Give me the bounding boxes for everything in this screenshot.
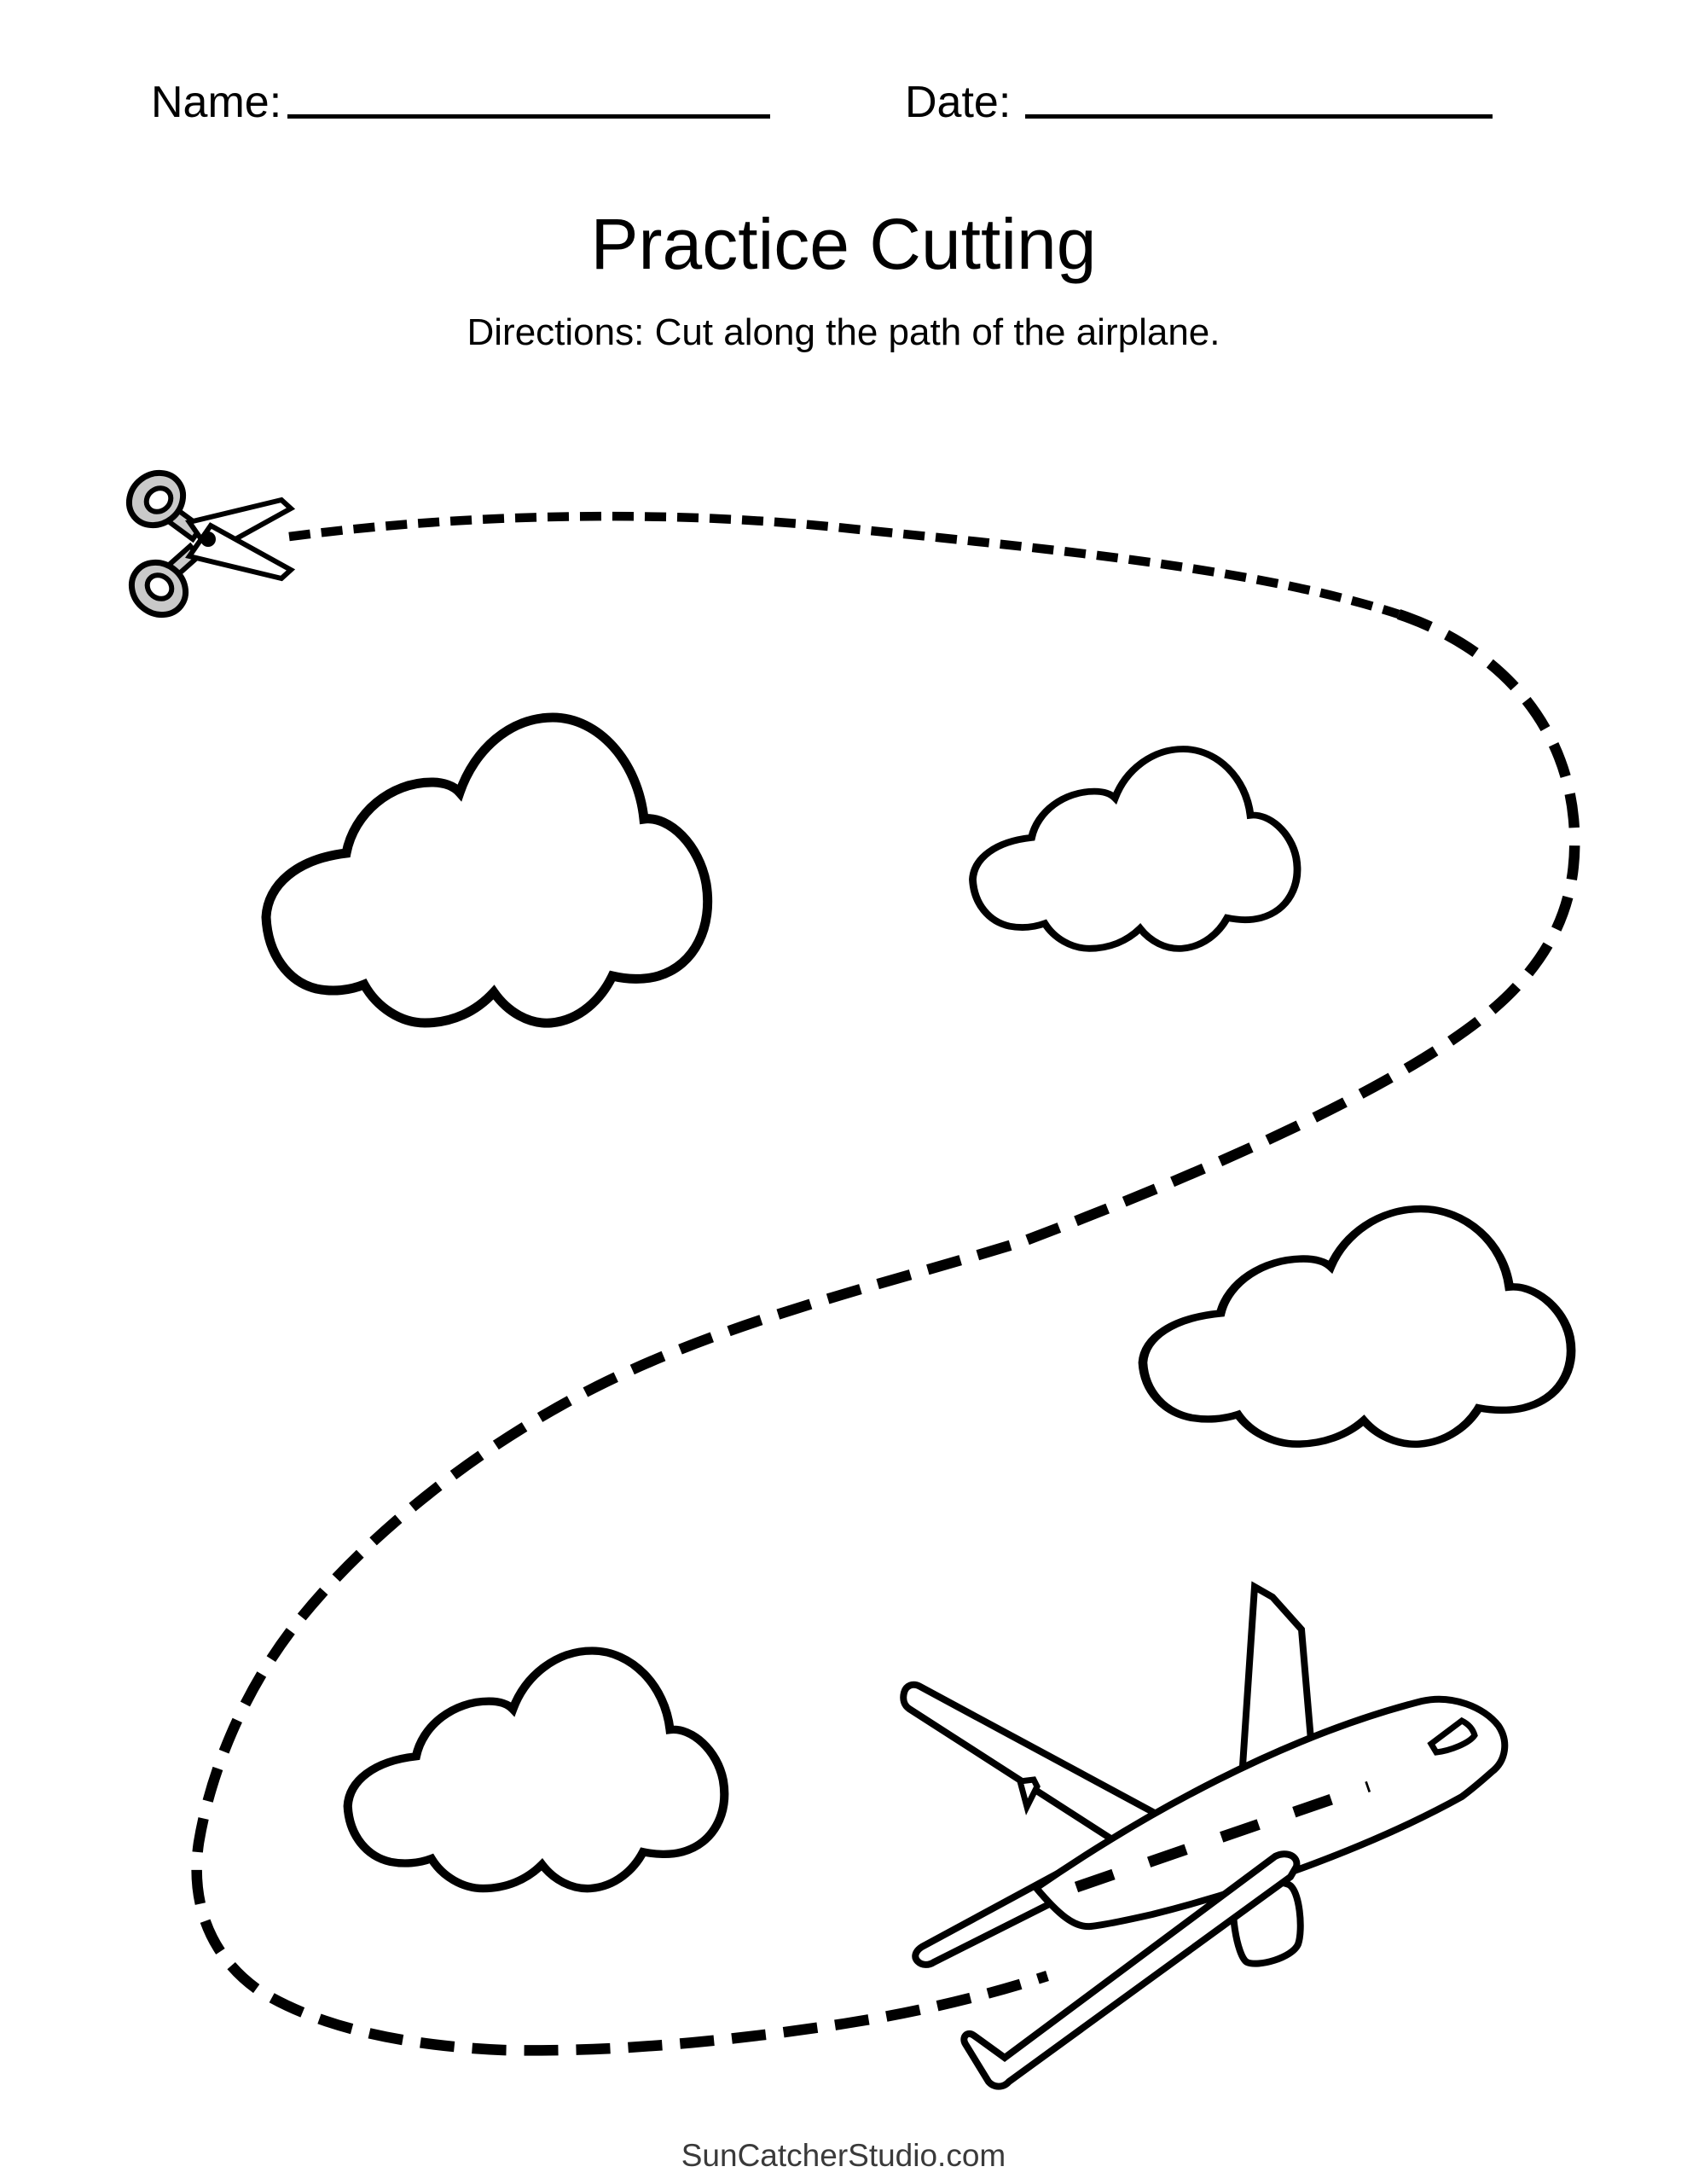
page-title: Practice Cutting (590, 204, 1097, 284)
cloud-icon-4 (348, 1651, 725, 1889)
airplane-wing-flap (1020, 1780, 1037, 1807)
cloud-icon-1 (266, 717, 708, 1023)
name-label: Name: (151, 78, 282, 127)
dashed-cut-path-start (289, 516, 1399, 614)
scissors-icon (119, 462, 291, 625)
airplane-icon (903, 1587, 1504, 2087)
footer-credit: SunCatcherStudio.com (681, 2138, 1006, 2173)
cloud-icon-3 (1143, 1209, 1571, 1444)
date-label: Date: (905, 78, 1012, 127)
directions-text: Directions: Cut along the path of the airplane. (467, 311, 1220, 353)
cloud-icon-2 (972, 749, 1296, 949)
scissors-pivot (200, 531, 216, 547)
